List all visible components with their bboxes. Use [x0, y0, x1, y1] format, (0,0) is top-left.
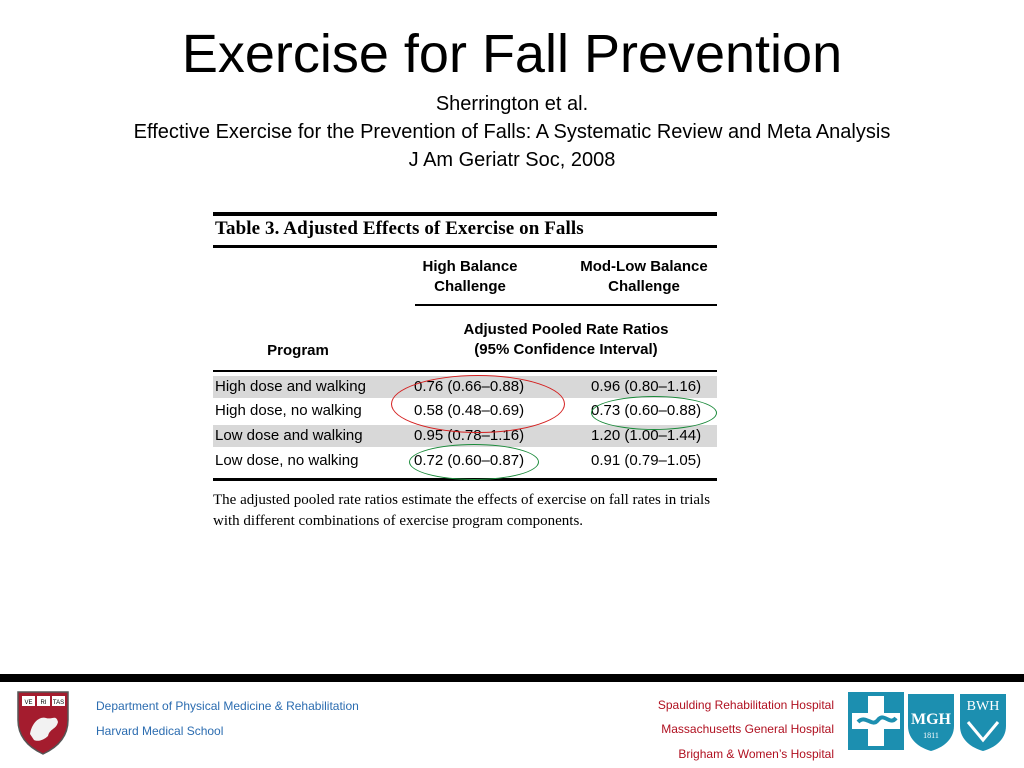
- school-name: Harvard Medical School: [96, 724, 224, 738]
- table-row: [213, 425, 717, 447]
- harvard-shield-logo: [16, 690, 70, 756]
- program-header: Program: [267, 342, 329, 359]
- table-row: [213, 400, 717, 422]
- row-program: Low dose and walking: [215, 427, 363, 444]
- row-high-value: 0.76 (0.66–0.88): [414, 378, 525, 395]
- row-modlow-value: 1.20 (1.00–1.44): [591, 427, 702, 444]
- header-bottom-rule: [213, 370, 717, 372]
- row-program: High dose and walking: [215, 378, 366, 395]
- mgh-logo-year: 1811: [923, 731, 939, 740]
- department-name: Department of Physical Medicine & Rehabilitation: [96, 699, 359, 713]
- bwh-logo-text: BWH: [966, 699, 1000, 714]
- column-header-rule: [415, 304, 717, 306]
- row-program: High dose, no walking: [215, 402, 362, 419]
- row-high-value: 0.58 (0.48–0.69): [414, 402, 525, 419]
- table-row: [213, 376, 717, 398]
- spaulding-logo: [848, 692, 904, 750]
- row-program: Low dose, no walking: [215, 452, 359, 469]
- shield-book-text: TAS: [52, 700, 65, 706]
- row-modlow-value: 0.96 (0.80–1.16): [591, 378, 702, 395]
- mgh-logo-text: MGH: [911, 711, 951, 728]
- row-modlow-value: 0.73 (0.60–0.88): [591, 402, 702, 419]
- shield-book-text: VE: [24, 700, 33, 706]
- footer-divider: [0, 674, 1024, 682]
- slide-title: Exercise for Fall Prevention: [181, 24, 843, 84]
- table-bottom-rule: [213, 478, 717, 481]
- hospital-bwh: Brigham & Women’s Hospital: [678, 747, 834, 761]
- column-header-modlow-balance: Mod-Low Balance Challenge: [580, 258, 708, 295]
- column-header-high-balance: High Balance Challenge: [422, 258, 518, 295]
- table-caption-rule: [213, 245, 717, 248]
- row-modlow-value: 0.91 (0.79–1.05): [591, 452, 702, 469]
- table-top-rule: [213, 212, 717, 216]
- measure-header: Adjusted Pooled Rate Ratios (95% Confidence Interval): [463, 321, 669, 358]
- table-row: [213, 450, 717, 472]
- hospital-mgh: Massachusetts General Hospital: [661, 722, 834, 736]
- row-high-value: 0.95 (0.78–1.16): [414, 427, 525, 444]
- table-footnote: The adjusted pooled rate ratios estimate the effects of exercise on fall rates in trials with different combinations of exercise program components.: [213, 492, 711, 529]
- mgh-logo: [906, 692, 956, 752]
- bwh-logo: [958, 692, 1008, 752]
- hospital-spaulding: Spaulding Rehabilitation Hospital: [657, 698, 834, 712]
- slide-author: Sherrington et al.: [435, 93, 589, 115]
- shield-book-text: RI: [40, 700, 47, 706]
- slide-paper-title: Effective Exercise for the Prevention of Falls: A Systematic Review and Meta Analysis: [133, 121, 891, 143]
- row-high-value: 0.72 (0.60–0.87): [414, 452, 525, 469]
- table-caption: Table 3. Adjusted Effects of Exercise on Falls: [215, 218, 584, 239]
- slide-journal: J Am Geriatr Soc, 2008: [408, 149, 616, 171]
